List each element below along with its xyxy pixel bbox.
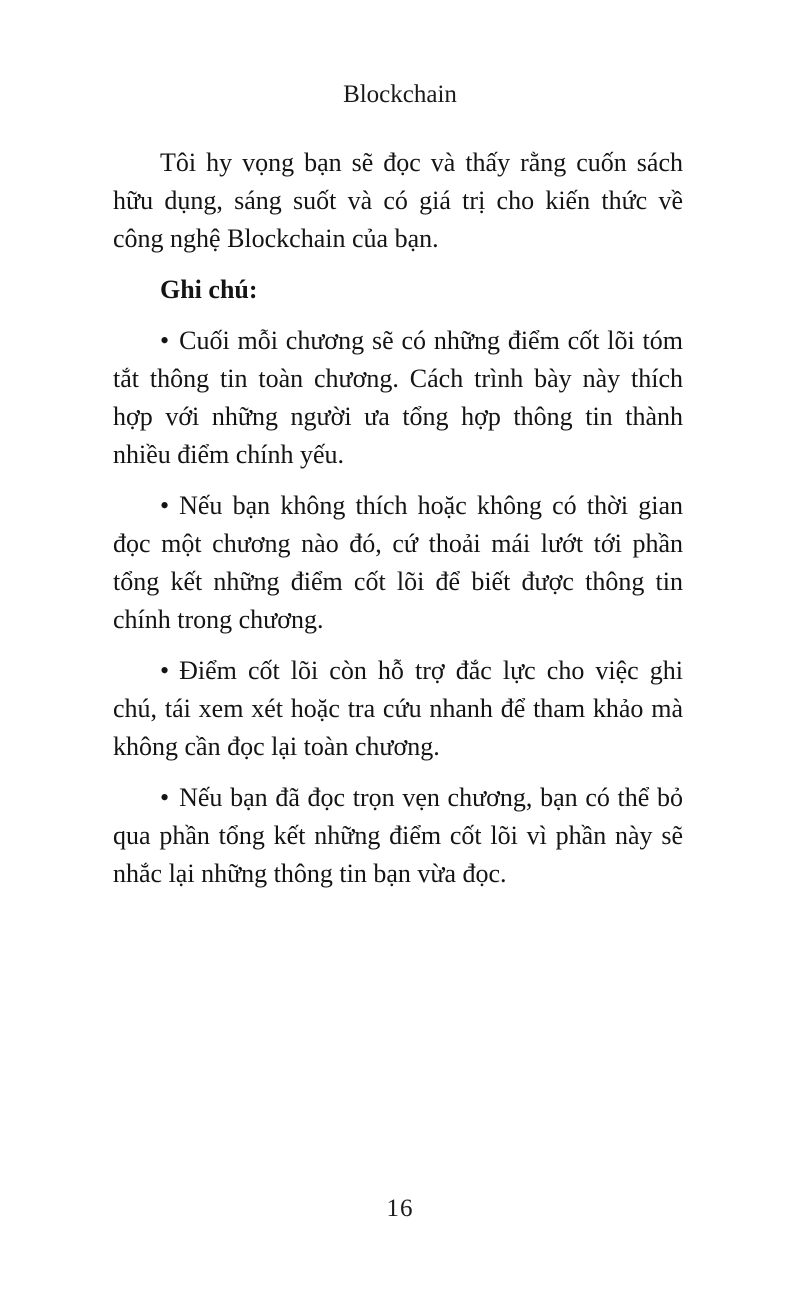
page-number: 16 — [386, 1195, 414, 1222]
note-bullet-3 — [113, 652, 683, 766]
note-bullet-4 — [113, 779, 683, 893]
note-bullet-text: Nếu bạn đã đọc trọn vẹn chương, bạn có thể bỏ qua phần tổng kết những điểm cốt lõi vì phần này sẽ nhắc lại những thông tin bạn vừa đọc. — [113, 783, 683, 888]
bullet-marker: • — [160, 326, 170, 355]
note-bullet-2 — [113, 487, 683, 639]
note-bullet-1 — [113, 322, 683, 474]
bullet-marker: • — [160, 783, 170, 812]
bullet-marker: • — [160, 656, 170, 685]
intro-paragraph: Tôi hy vọng bạn sẽ đọc và thấy rằng cuốn sách hữu dụng, sáng suốt và có giá trị cho kiến thức về công nghệ Blockchain của bạn. — [113, 148, 683, 253]
bullet-marker: • — [160, 491, 170, 520]
note-bullet-text: Điểm cốt lõi còn hỗ trợ đắc lực cho việc ghi chú, tái xem xét hoặc tra cứu nhanh để tham khảo mà không cần đọc lại toàn chương. — [113, 656, 683, 761]
note-bullet-text: Cuối mỗi chương sẽ có những điểm cốt lõi tóm tắt thông tin toàn chương. Cách trình bày này thích hợp với những người ưa tổng hợp thông tin thành nhiều điểm chính yếu. — [113, 326, 683, 469]
page-body-text — [113, 144, 683, 906]
note-heading: Ghi chú: — [160, 275, 258, 304]
running-header: Blockchain — [343, 81, 457, 108]
note-bullet-text: Nếu bạn không thích hoặc không có thời gian đọc một chương nào đó, cứ thoải mái lướt tới phần tổng kết những điểm cốt lõi để biết được thông tin chính trong chương. — [113, 491, 683, 634]
